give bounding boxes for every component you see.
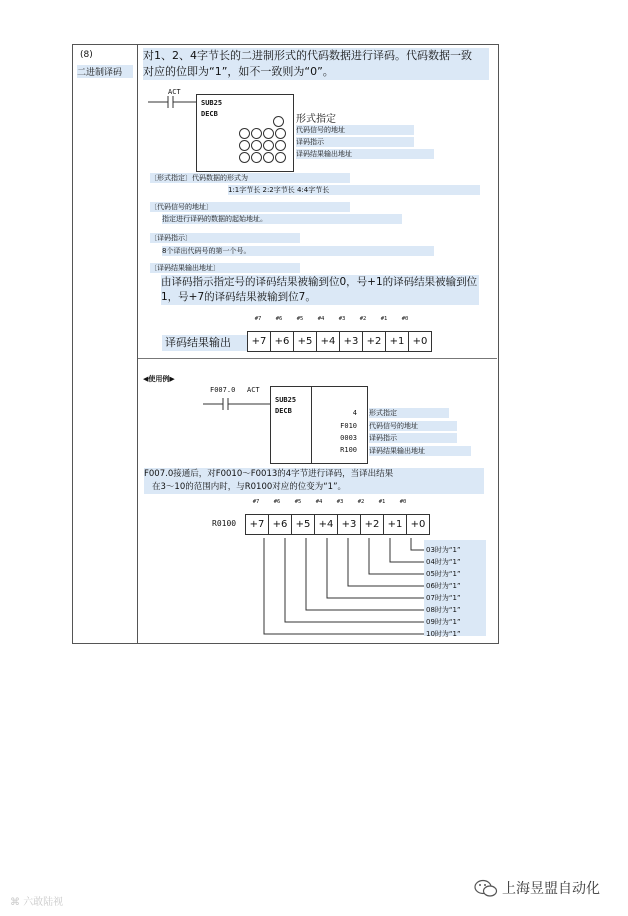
example-desc-line-2: 在3～10的范围内时，与R0100对应的位变为“1”。 (152, 482, 346, 492)
act-label: ACT (168, 88, 181, 96)
watermark-icon: ⌘ (10, 897, 20, 908)
result-06: 06时为“1” (426, 582, 461, 590)
bit-label: #1 (380, 316, 388, 322)
example-description (144, 468, 484, 494)
bit-cell: +3 (337, 514, 361, 535)
param-circle-icon (263, 152, 274, 163)
example-desc-line-1: F007.0接通后，对F0010～F0013的4字节进行译码，当译出结果 (144, 469, 394, 479)
bit-cell: +4 (316, 331, 340, 352)
bit-label: #4 (317, 316, 325, 322)
register-label: R0100 (212, 519, 237, 528)
bit-label: #2 (357, 499, 365, 505)
result-08: 08时为“1” (426, 606, 461, 614)
example-label-address: 代码信号的地址 (369, 421, 457, 431)
param-address-body: 指定进行译码的数据的起始地址。 (162, 214, 402, 224)
func-name: SUB25 (201, 99, 223, 107)
example-bit-cells (246, 514, 430, 535)
bit-label: #3 (338, 316, 346, 322)
wechat-icon (474, 878, 498, 898)
result-05: 05时为“1” (426, 570, 461, 578)
param-circle-icon (275, 152, 286, 163)
example-bit-labels (246, 499, 414, 505)
bit-label: #2 (359, 316, 367, 322)
param-circle-icon (273, 116, 284, 127)
func-code: DECB (201, 110, 218, 118)
param-circle-icon (239, 140, 250, 151)
param-circle-icon (239, 152, 250, 163)
bit-cell: +6 (268, 514, 292, 535)
bit-label: #7 (254, 316, 262, 322)
section-name: 二进制译码 (77, 65, 133, 78)
param-circle-icon (275, 128, 286, 139)
bit-cell: +6 (270, 331, 294, 352)
param-format-body: 1:1字节长 2:2字节长 4:4字节长 (228, 185, 480, 195)
param-label-output: 译码结果输出地址 (296, 149, 434, 159)
description (143, 48, 489, 80)
bit-cell: +5 (291, 514, 315, 535)
param-circle-icon (263, 128, 274, 139)
bit-label: #5 (294, 499, 302, 505)
param-output-title: 〔译码结果输出地址〕 (150, 263, 300, 273)
example-value-address: F010 (340, 422, 357, 430)
example-value-output: R100 (340, 446, 357, 454)
param-circle-icon (263, 140, 274, 151)
bit-cell: +3 (339, 331, 363, 352)
param-circle-icon (251, 140, 262, 151)
watermark-left (10, 893, 63, 908)
watermark-text: 六敢陆视 (23, 897, 64, 908)
bit-cell: +1 (383, 514, 407, 535)
param-circle-icon (275, 140, 286, 151)
param-address-title: 〔代码信号的地址〕 (150, 202, 350, 212)
param-label-decode: 译码指示 (296, 137, 414, 147)
section-index: (8) (80, 50, 93, 60)
example-label-decode: 译码指示 (369, 433, 457, 443)
param-output-body: 由译码指示指定号的译码结果被输到位0，号+1的译码结果被输到位1，号+7的译码结果被输到位7。 (161, 276, 478, 303)
result-07: 07时为“1” (426, 594, 461, 602)
bit-label: #3 (336, 499, 344, 505)
section-divider (138, 358, 497, 359)
param-label-address: 代码信号的地址 (296, 125, 414, 135)
bit-cell: +1 (385, 331, 409, 352)
result-03: 03时为“1” (426, 546, 461, 554)
example-contact-label: F007.0 (210, 386, 236, 394)
param-circle-icon (251, 152, 262, 163)
param-circle-icon (251, 128, 262, 139)
bit-label: #5 (296, 316, 304, 322)
description-line-1: 对1、2、4字节长的二进制形式的代码数据进行译码。代码数据一致 (143, 49, 472, 62)
bit-label: #6 (273, 499, 281, 505)
bit-cell: +4 (314, 514, 338, 535)
description-line-2: 对应的位即为“1”，如不一致则为“0”。 (143, 65, 334, 78)
example-label-output: 译码结果输出地址 (369, 446, 471, 456)
block-divider (311, 387, 312, 463)
act-contact-icon (148, 95, 198, 109)
param-format-title: 〔形式指定〕代码数据的形式为 (150, 173, 350, 183)
bit-label: #1 (378, 499, 386, 505)
column-divider (137, 44, 138, 643)
example-func-code: DECB (275, 407, 292, 415)
example-label-format: 形式指定 (369, 408, 449, 418)
bit-cells (248, 331, 432, 352)
result-09: 09时为“1” (426, 618, 461, 626)
bit-cell: +7 (245, 514, 269, 535)
param-circles (239, 128, 286, 163)
bit-label: #7 (252, 499, 260, 505)
param-label-format: 形式指定 (296, 114, 336, 125)
example-value-format: 4 (352, 409, 357, 417)
bit-cell: +2 (360, 514, 384, 535)
brand-name: 上海昱盟自动化 (502, 881, 600, 897)
bit-cell: +0 (408, 331, 432, 352)
result-04: 04时为“1” (426, 558, 461, 566)
bit-cell: +0 (406, 514, 430, 535)
example-title: ◀使用例▶ (143, 375, 175, 383)
bit-label: #0 (399, 499, 407, 505)
bit-label: #4 (315, 499, 323, 505)
example-func-name: SUB25 (275, 396, 297, 404)
bit-cell: +5 (293, 331, 317, 352)
param-circle-icon (239, 128, 250, 139)
sub25-block (196, 94, 294, 172)
bit-cell: +2 (362, 331, 386, 352)
example-contact-icon (203, 397, 275, 411)
output-label: 译码结果输出 (165, 336, 231, 349)
param-decode-body: 8个译出代码号的第一个号。 (162, 246, 434, 256)
bit-labels (248, 316, 416, 322)
param-decode-title: 〔译码指示〕 (150, 233, 300, 243)
example-value-decode: 0003 (340, 434, 357, 442)
result-10: 10时为“1” (426, 630, 461, 638)
example-sub25-block (270, 386, 368, 464)
example-act-label: ACT (247, 386, 260, 394)
bit-label: #0 (401, 316, 409, 322)
bit-cell: +7 (247, 331, 271, 352)
bit-label: #6 (275, 316, 283, 322)
